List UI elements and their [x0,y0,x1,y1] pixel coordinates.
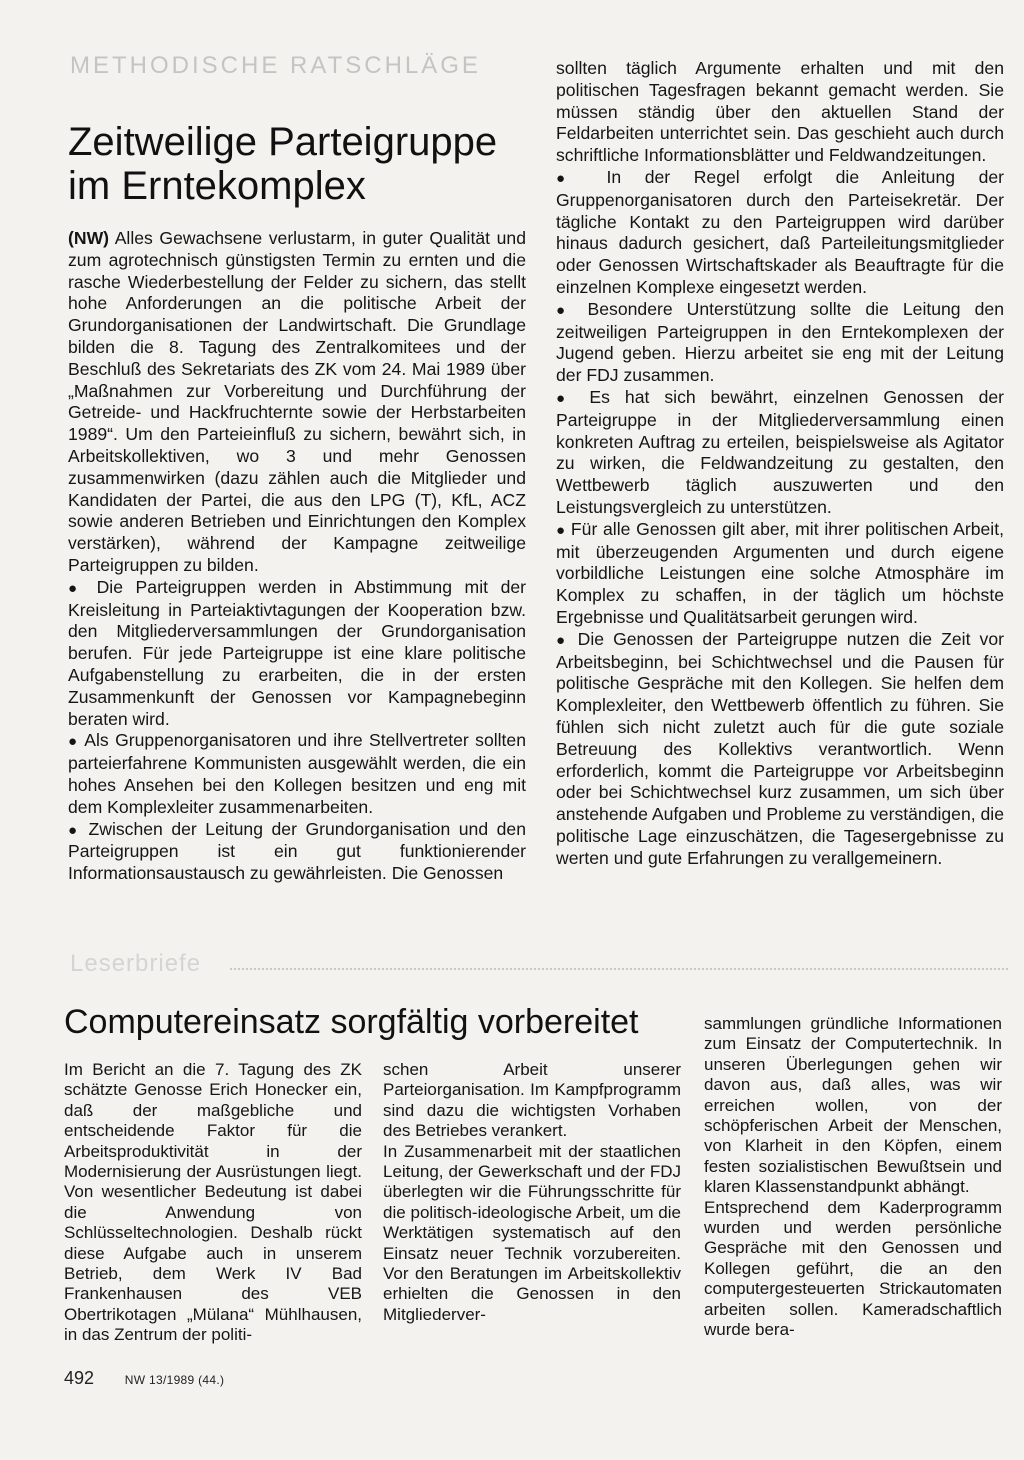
page-number: 492 [64,1368,95,1388]
article1-column-left [68,228,526,885]
article1-bullet-paragraph: ● Die Genossen der Parteigruppe nutzen die Zeit vor Arbeitsbeginn, bei Schichtwechsel und die Pausen für politische Gespräche mit den Kollegen. Sie helfen dem Komplexleiter, den Wettbewerb öffentlich zu führen. Sie fühlen sich nicht zuletzt auch für die gute soziale Betreuung des Kollektivs verantwortlich. Wenn erforderlich, kommt die Parteigruppe vor Arbeitsbeginn oder bei Schichtwechsel kurz zusammen, um sich über anstehende Aufgaben und Probleme zu verständigen, die politische Lage einzuschätzen, die Tagesergebnisse zu werten und gute Erfahrungen zu verallgemeinern. [556,629,1004,870]
article2-column-1 [64,1060,362,1346]
article2-column-2 [383,1060,681,1325]
article2-paragraph: sammlungen gründliche Informationen zum Einsatz der Computertechnik. In unseren Überlegungen gehen wir davon aus, daß alles, was wir erreichen wollen, von der schöpferischen Arbeit der Menschen, von Klarheit in den Köpfen, einem festen sozialistischen Bewußtsein und klaren Klassenstandpunkt abhängt. [704,1014,1002,1197]
section-kicker: METHODISCHE RATSCHLÄGE [70,52,481,79]
section-divider [230,968,1008,970]
article2-column-3 [704,1014,1002,1341]
article1-bullet-paragraph: ● Besondere Unterstützung sollte die Leitung den zeitweiligen Parteigruppen in den Erntekomplexen der Jugend geben. Hierzu arbeitet sie eng mit der Leitung der FDJ zusammen. [556,299,1004,387]
article1-paragraph: sollten täglich Argumente erhalten und mit den politischen Tagesfragen bekannt gemacht werden. Sie müssen ständig über den aktuellen Stand der Feldarbeiten unterrichtet sein. Das geschieht auch durch schriftliche Informationsblätter und Feldwandzeitungen. [556,58,1004,166]
article1-bullet-paragraph: ● In der Regel erfolgt die Anleitung der Gruppenorganisatoren durch den Parteisekretär. Der tägliche Kontakt zu den Parteigruppen wird darüber hinaus dadurch gesichert, daß Parteileitungsmitglieder oder Genossen Wirtschaftskader als Beauftragte für die einzelnen Komplexe eingesetzt werden. [556,167,1004,299]
issue-info: NW 13/1989 (44.) [124,1373,225,1387]
article1-bullet-paragraph: ● Zwischen der Leitung der Grundorganisation und den Parteigruppen ist ein gut funktionierender Informationsaustausch zu gewährleisten. Die Genossen [68,819,526,885]
article1-bullet-paragraph: ● Es hat sich bewährt, einzelnen Genossen der Parteigruppe in der Mitgliederversammlung einen konkreten Auftrag zu erteilen, beispielsweise als Agitator zu wirken, die Feldwandzeitung zu gestalten, den Wettbewerb täglich auszuwerten und den Leistungsvergleich zu unterstützen. [556,387,1004,519]
article2-headline: Computereinsatz sorgfältig vorbereitet [64,1003,639,1041]
article2-paragraph: Entsprechend dem Kaderprogramm wurden und werden persönliche Gespräche mit den Genossen und Kollegen geführt, die an den computergesteuerten Strickautomaten arbeiten sollen. Kameradschaftlich wurde bera- [704,1197,1002,1340]
article1-lead-paragraph [68,228,526,577]
article1-lead-text: Alles Gewachsene verlustarm, in guter Qualität und zum agrotechnisch günstigsten Termin zu ernten und die rasche Wiederbestellung der Felder zu sichern, das stellt hohe Anforderungen an die politische Arbeit der Grundorganisationen der Landwirtschaft. Die Grundlage bilden die 8. Tagung des Zentralkomitees und der Beschluß des Sekretariats des ZK vom 24. Mai 1989 über „Maßnahmen zur Vorbereitung und Durchführung der Getreide- und Hackfruchternte sowie der Herbstarbeiten 1989“. Um den Parteieinfluß zu sichern, bewährt sich, in Arbeitskollektiven, wo 3 und mehr Genossen zusammenwirken (dazu zählen auch die Mitglieder und Kandidaten der Partei, die aus den LPG (T), KfL, ACZ sowie anderen Betrieben und Einrichtungen den Komplex verstärken), während der Kampagne zeitweilige Parteigruppen zu bilden. [68,228,526,575]
page-footer [64,1368,224,1389]
article2-paragraph: schen Arbeit unserer Parteiorganisation. Im Kampfprogramm sind dazu die wichtigsten Vorhaben des Betriebes verankert. [383,1060,681,1141]
article1-bullet-paragraph: ● Für alle Genossen gilt aber, mit ihrer politischen Arbeit, mit überzeugenden Argumenten und durch eigene vorbildliche Leistungen eine solche Atmosphäre im Komplex zu schaffen, in der täglich um höchste Ergebnisse und Qualitätsarbeit gerungen wird. [556,519,1004,629]
section-label: Leserbriefe [70,950,202,977]
author-tag: (NW) [68,228,110,248]
article2-paragraph: In Zusammenarbeit mit der staatlichen Leitung, der Gewerkschaft und der FDJ überlegten wir die Führungsschritte für die politisch-ideologische Arbeit, um die Werktätigen systematisch auf den Einsatz neuer Technik vorzubereiten. Vor den Beratungen im Arbeitskollektiv erhielten die Genossen in den Mitgliederver- [383,1141,681,1324]
article1-bullet-paragraph: ● Die Parteigruppen werden in Abstimmung mit der Kreisleitung in Parteiaktivtagungen der Kooperation bzw. den Mitgliederversammlungen der Grundorganisation berufen. Für jede Parteigruppe ist eine klare politische Aufgabenstellung zu erarbeiten, die in der ersten Zusammenkunft der Genossen vor Kampagnebeginn beraten wird. [68,577,526,731]
article1-bullet-paragraph: ● Als Gruppenorganisatoren und ihre Stellvertreter sollten parteierfahrene Kommunisten ausgewählt werden, die ein hohes Ansehen bei den Kollegen besitzen und eng mit dem Komplexleiter zusammenarbeiten. [68,730,526,818]
article1-headline: Zeitweilige Parteigruppe im Erntekomplex [68,120,498,208]
article2-paragraph: Im Bericht an die 7. Tagung des ZK schätzte Genosse Erich Honecker ein, daß der maßgebliche und entscheidende Faktor für die Arbeitsproduktivität in der Modernisierung der Ausrüstungen liegt. Von wesentlicher Bedeutung ist dabei die Anwendung von Schlüsseltechnologien. Deshalb rückt diese Aufgabe auch in unserem Betrieb, dem Werk IV Bad Frankenhausen des VEB Obertrikotagen „Mülana“ Mühlhausen, in das Zentrum der politi- [64,1060,362,1345]
article1-column-right [556,58,1004,869]
